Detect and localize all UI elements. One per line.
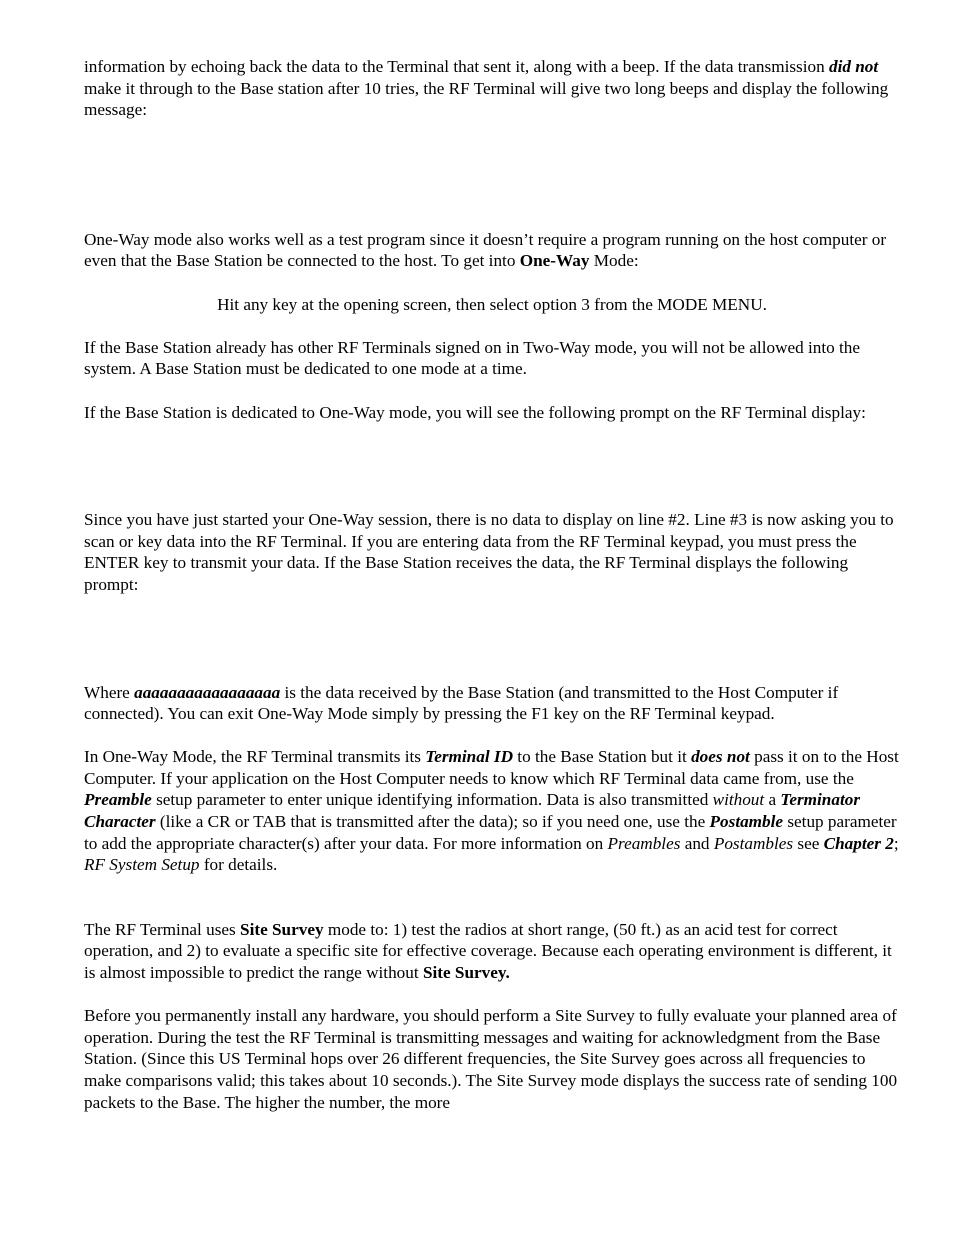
text-run: Mode: xyxy=(589,251,639,271)
italic-without: without xyxy=(712,790,765,810)
italic-postambles: Postambles xyxy=(713,833,794,853)
spacer xyxy=(84,380,900,402)
bold-one-way: One-Way xyxy=(519,251,590,271)
text-run: to the Base Station but it xyxy=(513,747,692,767)
blank-display-area xyxy=(84,596,900,682)
text-run: setup parameter to enter unique identifying information. Data is also transmitted xyxy=(151,790,713,810)
bold-site-survey-end: Site Survey. xyxy=(422,963,510,983)
emphasis-chapter-2: Chapter 2 xyxy=(823,833,894,853)
paragraph-dedicated-prompt: If the Base Station is dedicated to One-Way mode, you will see the following prompt on the RF Terminal display: xyxy=(84,402,866,422)
text-run: pass it on to the Host Computer. If your application on the Host Computer needs to know which RF Terminal data came from, use the xyxy=(84,747,899,788)
italic-rf-system-setup: RF System Setup xyxy=(84,855,200,875)
text-run: In One-Way Mode, the RF Terminal transmits its xyxy=(84,747,426,767)
paragraph-two-way-conflict: If the Base Station already has other RF Terminals signed on in Two-Way mode, you will not be allowed into the system. A Base Station must be dedicated to one mode at a time. xyxy=(84,337,861,379)
text-run: ; xyxy=(893,833,899,853)
emphasis-data-placeholder: aaaaaaaaaaaaaaaaa xyxy=(134,682,281,702)
spacer xyxy=(84,315,900,337)
emphasis-does-not: does not xyxy=(691,747,750,767)
emphasis-did-not: did not xyxy=(828,57,879,76)
bold-site-survey: Site Survey xyxy=(240,919,324,939)
spacer xyxy=(84,984,900,1006)
text-run: setup parameter to add the appropriate character(s) after your data. For more information on xyxy=(84,812,897,853)
emphasis-preamble: Preamble xyxy=(84,790,152,810)
section-spacer xyxy=(84,876,900,919)
spacer xyxy=(84,272,900,294)
text-run: see xyxy=(793,833,824,853)
paragraph-site-survey-intro xyxy=(84,919,900,984)
paragraph-one-way-intro xyxy=(84,229,900,272)
paragraph-where-data xyxy=(84,682,900,725)
emphasis-postamble: Postamble xyxy=(709,812,784,832)
text-run: One-Way mode also works well as a test program since it doesn’t require a program running on the host computer or even that the Base Station be connected to the host. To get into xyxy=(84,229,887,271)
text-run: is the data received by the Base Station (and transmitted to the Host Computer if connected). You can exit One-Way Mode simply by pressing the F1 key on the RF Terminal keypad. xyxy=(84,682,839,724)
paragraph-terminal-id xyxy=(84,746,900,876)
emphasis-terminator-character: Terminator Character xyxy=(84,790,861,832)
blank-display-area xyxy=(84,423,900,509)
text-run: (like a CR or TAB that is transmitted after the data); so if you need one, use the xyxy=(155,812,710,832)
paragraph-site-survey-details: Before you permanently install any hardware, you should perform a Site Survey to fully evaluate your planned area of operation. During the test the RF Terminal is transmitting messages and waiting for acknowledgment from the Base Station. (Since this US Terminal hops over 26 different frequencies, the Site Survey goes across all frequencies to make comparisons valid; this takes about 10 seconds.). The Site Survey mode displays the success rate of sending 100 packets to the Base. The higher the number, the more xyxy=(84,1006,898,1112)
instruction-line: Hit any key at the opening screen, then select option 3 from the MODE MENU. xyxy=(217,294,767,314)
text-run: and xyxy=(680,833,714,853)
text-run: make it through to the Base station after 10 tries, the RF Terminal will give two long beeps and display the following message: xyxy=(84,78,889,120)
document-page xyxy=(84,56,900,1113)
spacer xyxy=(84,725,900,747)
text-run: Where xyxy=(84,682,135,702)
blank-display-area xyxy=(84,121,900,229)
paragraph-session-started: Since you have just started your One-Way session, there is no data to display on line #2. Line #3 is now asking you to scan or key data into the RF Terminal. If you are entering data from the RF Terminal keypad, you must press the ENTER key to transmit your data. If the Base Station receives the data, the RF Terminal displays the following prompt: xyxy=(84,510,894,594)
text-run: The RF Terminal uses xyxy=(84,919,241,939)
text-run: for details. xyxy=(199,855,278,875)
text-run: mode to: 1) test the radios at short range, (50 ft.) as an acid test for correct operation, and 2) to evaluate a specific site for effective coverage. Because each operating environment is different, it is almost impossible to predict the range without xyxy=(84,919,892,983)
paragraph-echo-info xyxy=(84,56,900,121)
emphasis-terminal-id: Terminal ID xyxy=(425,747,513,767)
text-run: a xyxy=(764,790,781,810)
italic-preambles: Preambles xyxy=(607,833,681,853)
text-run: information by echoing back the data to the Terminal that sent it, along with a beep. If the data transmission xyxy=(84,57,829,76)
